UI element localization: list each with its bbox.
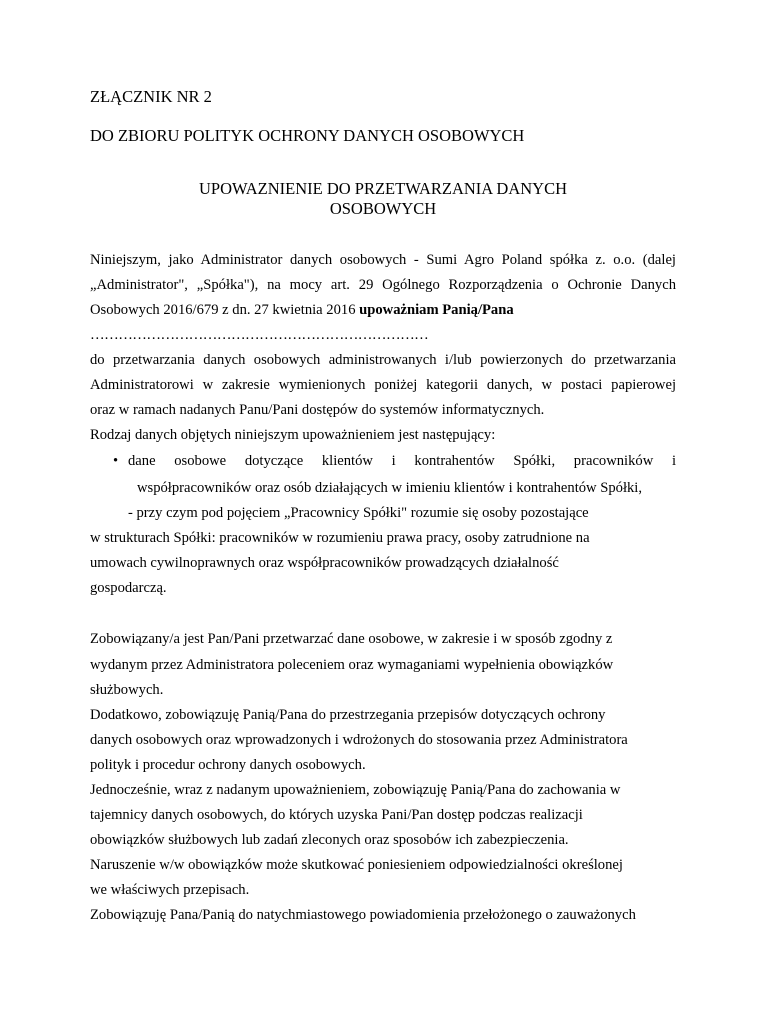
intro-line-2: „Administrator", „Spółka"), na mocy art. 29 Ogólnego Rozporządzenia o Ochronie Danych	[90, 277, 676, 293]
obligations-line-1: Zobowiązany/a jest Pan/Pani przetwarzać dane osobowe, w zakresie i w sposób zgodny z	[90, 631, 613, 647]
obligations-line-12: Zobowiązuję Pana/Panią do natychmiastowego powiadomienia przełożonego o zauważonych	[90, 907, 636, 923]
scope-line-3: gospodarczą.	[90, 580, 167, 596]
name-placeholder-dots: ………………………………………………………………	[90, 327, 429, 343]
attachment-number: ZŁĄCZNIK NR 2	[90, 87, 212, 106]
obligations-line-8: tajemnicy danych osobowych, do których uzyska Pani/Pan dostęp podczas realizacji	[90, 807, 583, 823]
bullet-line-3: - przy czym pod pojęciem „Pracownicy Spółki" rozumie się osoby pozostające	[128, 505, 589, 521]
scope-line-1: w strukturach Spółki: pracowników w rozumieniu prawa pracy, osoby zatrudnione na	[90, 530, 590, 546]
document-title-line-2: OSOBOWYCH	[329, 199, 437, 218]
data-type-intro: Rodzaj danych objętych niniejszym upoważnieniem jest następujący:	[90, 427, 496, 443]
intro-line-4: do przetwarzania danych osobowych administrowanych i/lub powierzonych do przetwarzania	[90, 352, 676, 368]
obligations-line-9: obowiązków służbowych lub zadań zleconych oraz sposobów ich zabezpieczenia.	[90, 832, 569, 848]
document-title-line-1: UPOWAZNIENIE DO PRZETWARZANIA DANYCH	[198, 179, 567, 198]
intro-line-5: Administratorowi w zakresie wymienionych poniżej kategorii danych, w postaci papierowej	[90, 377, 676, 393]
bullet-marker: •	[113, 453, 119, 469]
intro-line-1: Niniejszym, jako Administrator danych osobowych - Sumi Agro Poland spółka z. o.o. (dalej	[90, 252, 676, 268]
obligations-line-4: Dodatkowo, zobowiązuję Panią/Pana do przestrzegania przepisów dotyczących ochrony	[90, 707, 606, 723]
obligations-line-3: służbowych.	[90, 682, 164, 698]
obligations-line-2: wydanym przez Administratora poleceniem oraz wymaganiami wypełnienia obowiązków	[90, 657, 614, 673]
obligations-line-6: polityk i procedur ochrony danych osobowych.	[90, 757, 366, 773]
intro-line-3	[90, 301, 514, 319]
collection-title: DO ZBIORU POLITYK OCHRONY DANYCH OSOBOWYCH	[90, 126, 525, 145]
obligations-line-5: danych osobowych oraz wprowadzonych i wdrożonych do stosowania przez Administratora	[90, 732, 628, 748]
obligations-line-11: we właściwych przepisach.	[90, 882, 250, 898]
bullet-line-1: dane osobowe dotyczące klientów i kontrahentów Spółki, pracowników i	[128, 453, 676, 469]
obligations-line-7: Jednocześnie, wraz z nadanym upoważnieniem, zobowiązuję Panią/Pana do zachowania w	[90, 782, 621, 798]
scope-line-2: umowach cywilnoprawnych oraz współpracowników prowadzących działalność	[90, 555, 559, 571]
bullet-line-2: współpracowników oraz osób działających w imieniu klientów i kontrahentów Spółki,	[137, 480, 642, 496]
intro-line-3-text: Osobowych 2016/679 z dn. 27 kwietnia 2016	[90, 302, 356, 318]
intro-line-6: oraz w ramach nadanych Panu/Pani dostępów do systemów informatycznych.	[90, 402, 545, 418]
obligations-line-10: Naruszenie w/w obowiązków może skutkować poniesieniem odpowiedzialności określonej	[90, 857, 623, 873]
authorization-phrase: upoważniam Panią/Pana	[359, 302, 514, 318]
